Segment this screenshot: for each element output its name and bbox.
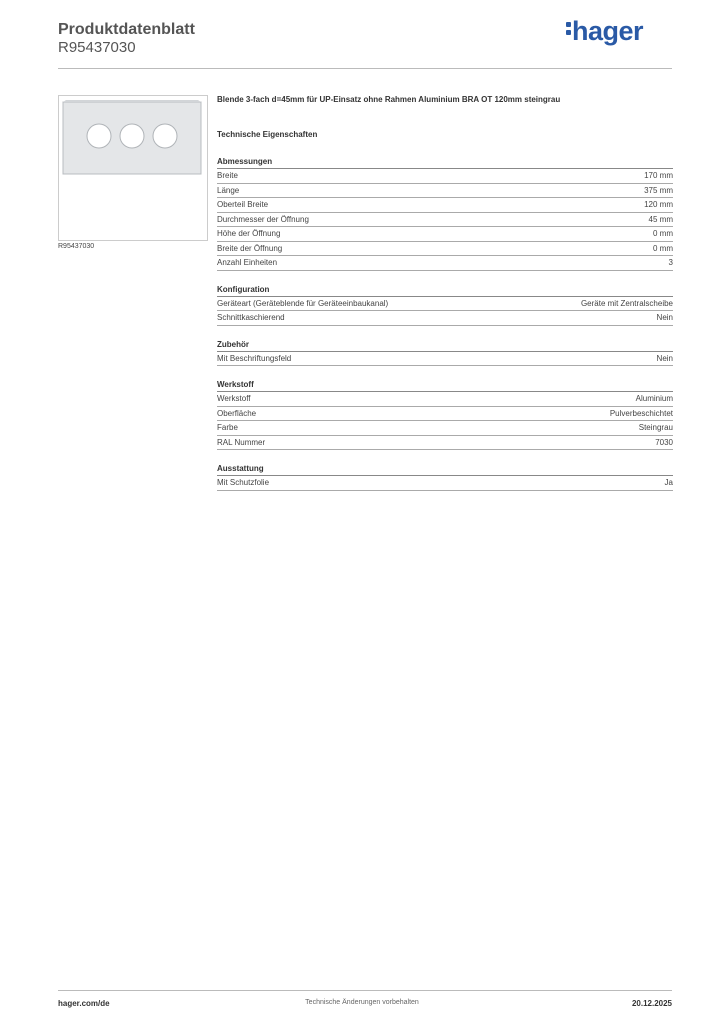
logo-colon-icon <box>566 19 572 38</box>
property-row <box>217 392 673 407</box>
property-value: Steingrau <box>638 423 673 432</box>
property-row <box>217 407 673 422</box>
logo-text: hager <box>572 16 644 46</box>
section-title: Werkstoff <box>217 379 673 392</box>
section-title: Zubehör <box>217 339 673 352</box>
image-caption-code: R95437030 <box>58 243 95 250</box>
section-title: Ausstattung <box>217 463 673 476</box>
cover-plate-illustration <box>59 96 207 240</box>
footer-disclaimer: Technische Änderungen vorbehalten <box>305 999 419 1006</box>
property-label: Anzahl Einheiten <box>217 258 278 267</box>
hager-logo <box>566 16 643 47</box>
property-row <box>217 352 673 367</box>
property-row <box>217 436 673 451</box>
property-value: 7030 <box>655 437 673 447</box>
header-product-code: R95437030 <box>58 39 136 56</box>
property-value: Ja <box>664 478 673 487</box>
property-label: Länge <box>217 185 240 195</box>
property-row <box>217 297 673 312</box>
header-divider <box>58 68 672 69</box>
property-label: Werkstoff <box>217 394 251 403</box>
property-row <box>217 198 673 213</box>
property-value: Geräte mit Zentralscheibe <box>580 298 673 308</box>
property-label: Breite <box>217 171 238 180</box>
property-row <box>217 476 673 491</box>
footer-date: 20.12.2025 <box>631 999 672 1008</box>
property-label: Mit Beschriftungsfeld <box>217 353 292 363</box>
property-label: Oberfläche <box>217 408 257 418</box>
property-row <box>217 184 673 199</box>
product-image <box>58 95 208 241</box>
header-title: Produktdatenblatt <box>58 21 195 38</box>
property-row <box>217 227 673 242</box>
property-value: 170 mm <box>644 171 673 180</box>
property-row <box>217 311 673 326</box>
property-value: 0 mm <box>653 243 673 253</box>
property-row <box>217 213 673 228</box>
property-label: Schnittkaschierend <box>217 313 285 322</box>
property-label: Höhe der Öffnung <box>217 229 281 238</box>
property-label: Farbe <box>217 423 238 432</box>
property-label: Oberteil Breite <box>217 200 269 209</box>
property-value: 375 mm <box>644 185 673 195</box>
footer-website: hager.com/de <box>58 999 110 1008</box>
property-value: 0 mm <box>653 229 673 238</box>
property-sections <box>217 156 673 491</box>
section-title: Abmessungen <box>217 156 673 169</box>
property-row <box>217 169 673 184</box>
property-row <box>217 421 673 436</box>
property-value: 3 <box>668 258 673 267</box>
property-value: Nein <box>656 353 673 363</box>
footer-divider <box>58 990 672 991</box>
product-description: Blende 3-fach d=45mm für UP-Einsatz ohne Rahmen Aluminium BRA OT 120mm steingrau <box>217 95 561 104</box>
property-label: Geräteart (Geräteblende für Geräteeinbaukanal) <box>217 298 389 308</box>
property-row <box>217 242 673 257</box>
property-row <box>217 256 673 271</box>
product-details <box>217 95 673 491</box>
property-value: Aluminium <box>635 394 673 403</box>
property-value: 45 mm <box>648 214 673 224</box>
property-value: Nein <box>656 313 673 322</box>
property-label: Breite der Öffnung <box>217 243 283 253</box>
technical-properties-heading: Technische Eigenschaften <box>217 130 318 139</box>
property-value: Pulverbeschichtet <box>609 408 673 418</box>
section-title: Konfiguration <box>217 284 673 297</box>
property-value: 120 mm <box>644 200 673 209</box>
property-label: Durchmesser der Öffnung <box>217 214 309 224</box>
property-label: RAL Nummer <box>217 437 266 447</box>
property-label: Mit Schutzfolie <box>217 478 270 487</box>
